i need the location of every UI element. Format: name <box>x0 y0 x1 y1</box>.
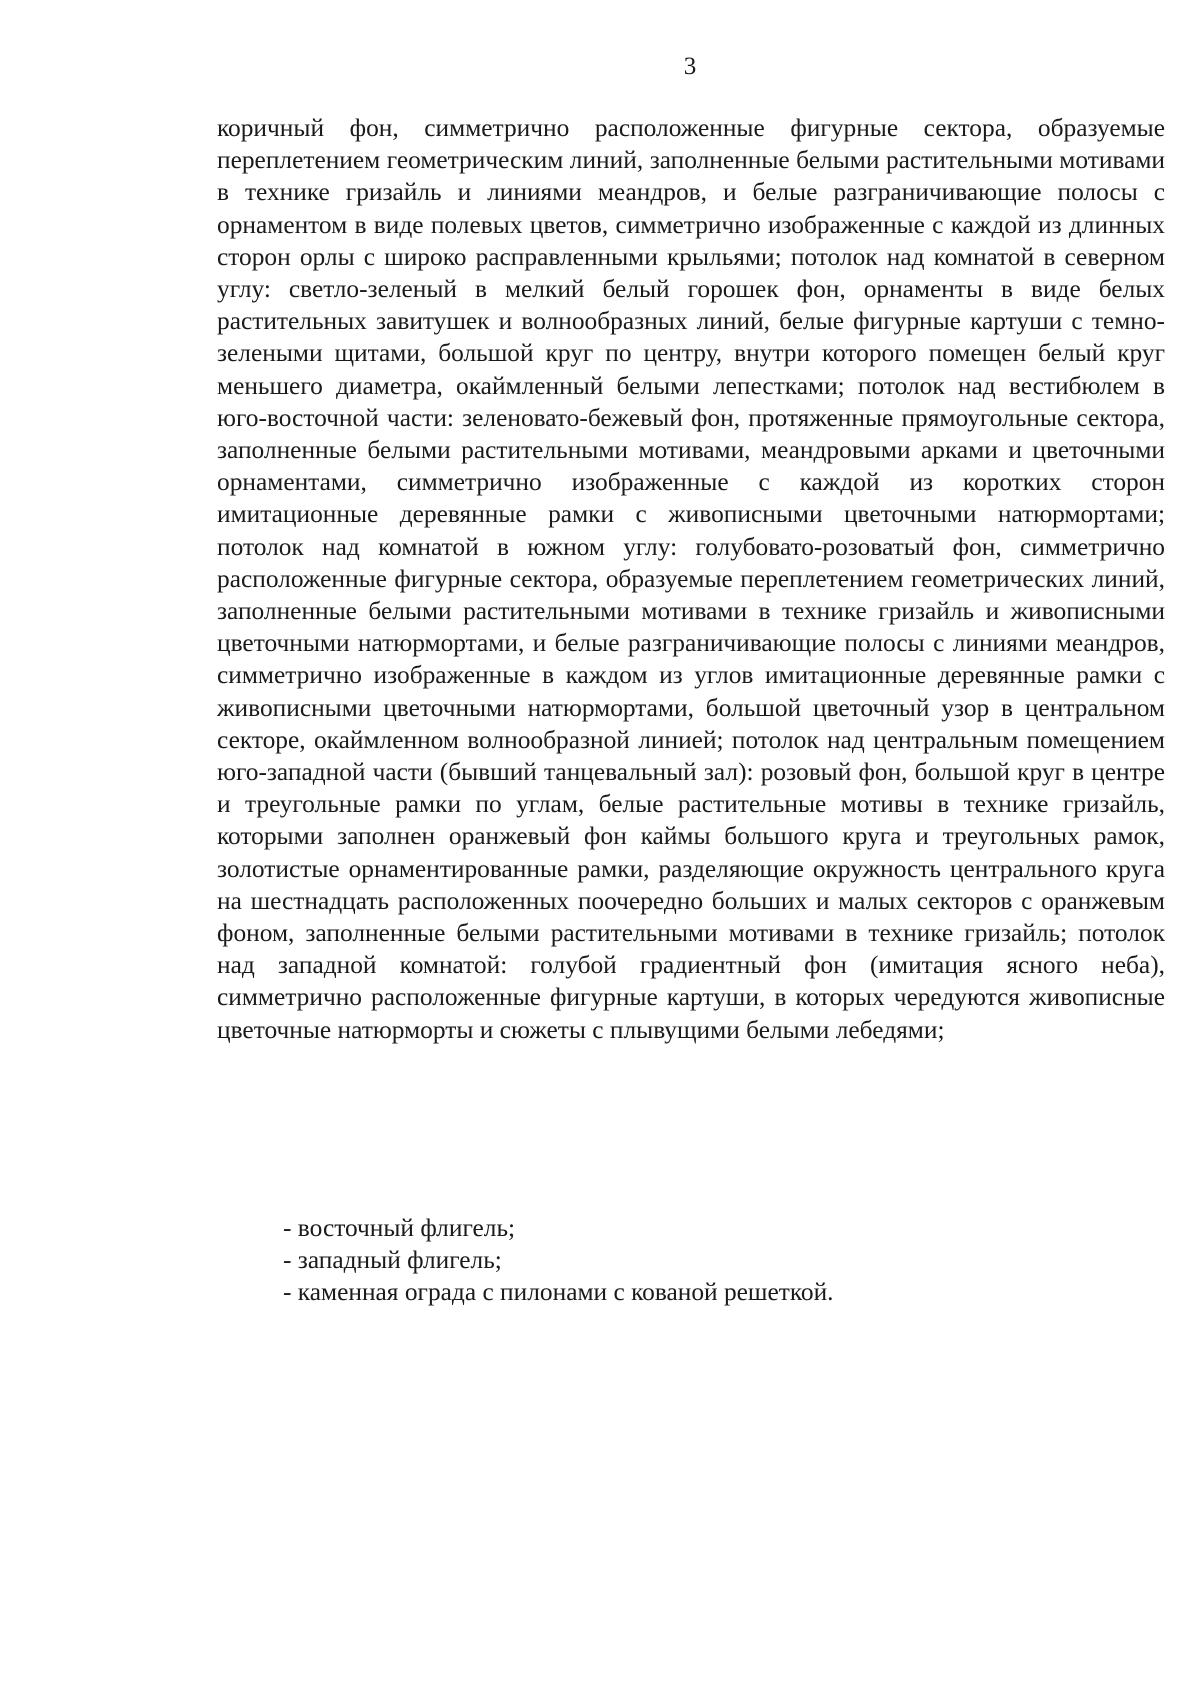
list-item: - каменная ограда с пилонами с кованой решеткой. <box>283 1278 834 1307</box>
body-paragraph: коричный фон, симметрично расположенные фигурные сектора, образуемые переплетением геометрическим линий, заполненные белыми растительными мотивами в технике гризайль и линиями меандров, и белые разграничивающие полосы с орнаментом в виде полевых цветов, симметрично изображенные с каждой из длинных сторон орлы с широко расправленными крыльями; потолок над комнатой в северном углу: светло-зеленый в мелкий белый горошек фон, орнаменты в виде белых растительных завитушек и волнообразных линий, белые фигурные картуши с темно-зелеными щитами, большой круг по центру, внутри которого помещен белый круг меньшего диаметра, окаймленный белыми лепестками; потолок над вестибюлем в юго-восточной части: зеленовато-бежевый фон, протяженные прямоугольные сектора, заполненные белыми растительными мотивами, меандровыми арками и цветочными орнаментами, симметрично изображенные с каждой из коротких сторон имитационные деревянные рамки с живописными цветочными натюрмортами; потолок над комнатой в южном углу: голубовато-розоватый фон, симметрично расположенные фигурные сектора, образуемые переплетением геометрических линий, заполненные белыми растительными мотивами в технике гризайль и живописными цветочными натюрмортами, и белые разграничивающие полосы с линиями меандров, симметрично изображенные в каждом из углов имитационные деревянные рамки с живописными цветочными натюрмортами, большой цветочный узор в центральном секторе, окаймленном волнообразной линией; потолок над центральным помещением юго-западной части (бывший танцевальный зал): розовый фон, большой круг в центре и треугольные рамки по углам, белые растительные мотивы в технике гризайль, которыми заполнен оранжевый фон каймы большого круга и треугольных рамок, золотистые орнаментированные рамки, разделяющие окружность центрального круга на шестнадцать расположенных поочередно больших и малых секторов с оранжевым фоном, заполненные белыми растительными мотивами в технике гризайль; потолок над западной комнатой: голубой градиентный фон (имитация ясного неба), симметрично расположенные фигурные картуши, в которых чередуются живописные цветочные натюрморты и сюжеты с плывущими белыми лебедями; <box>217 114 1165 1044</box>
list-item: - западный флигель; <box>283 1246 502 1275</box>
object-list <box>217 1212 1165 1309</box>
page-number: 3 <box>683 53 697 80</box>
list-item: - восточный флигель; <box>283 1214 516 1242</box>
